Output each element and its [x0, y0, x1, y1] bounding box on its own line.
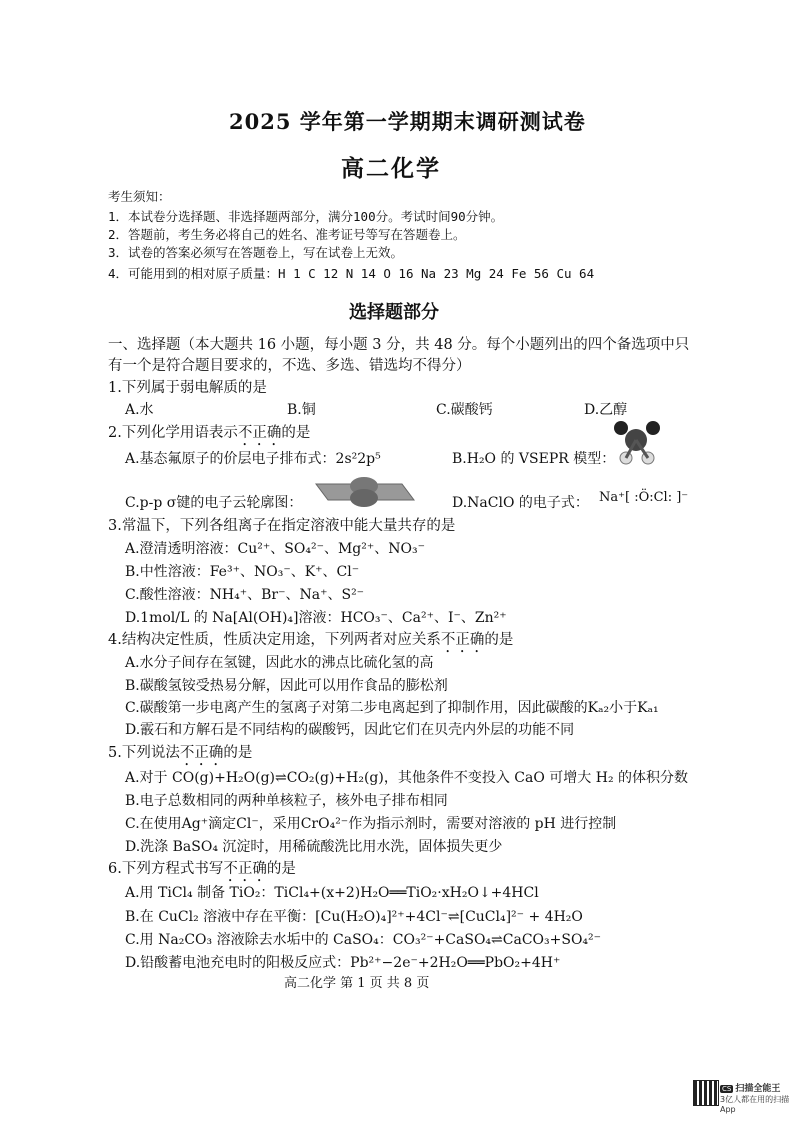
exam-title: 2025 学年第一学期期末调研测试卷 [229, 109, 586, 134]
section-intro: 一、选择题（本大题共 16 小题，每小题 3 分，共 48 分。每个小题列出的四个备选项中只 [108, 337, 690, 353]
note-item: 4．可能用到的相对原子质量：H 1 C 12 N 14 O 16 Na 23 Mg 24 Fe 56 Cu 64 [108, 266, 595, 281]
option-b: B.在 CuCl₂ 溶液中存在平衡：[Cu(H₂O)₄]²⁺+4Cl⁻⇌[CuCl₄]²⁻ + 4H₂O [125, 909, 583, 925]
option-b: B.碳酸氢铵受热易分解，因此可以用作食品的膨松剂 [125, 678, 448, 694]
question-stem: 5.下列说法不正确的是 [108, 745, 253, 761]
option-b: B.H₂O 的 VSEPR 模型： [452, 451, 616, 467]
note-item: 3．试卷的答案必须写在答题卷上，写在试卷上无效。 [108, 245, 404, 260]
option-b: B.电子总数相同的两种单核粒子，核外电子排布相同 [125, 793, 448, 809]
option-c: C.用 Na₂CO₃ 溶液除去水垢中的 CaSO₄：CO₃²⁻+CaSO₄⇌CaCO₃+SO₄²⁻ [125, 932, 602, 948]
note-item: 1．本试卷分选择题、非选择题两部分，满分100分。考试时间90分钟。 [108, 209, 504, 224]
option-d: D.1mol/L 的 Na[Al(OH)₄]溶液：HCO₃⁻、Ca²⁺、I⁻、Zn²⁺ [125, 610, 507, 626]
scanner-name: 扫描全能王 [735, 1084, 781, 1094]
option-d: D.NaClO 的电子式： [452, 495, 589, 511]
sigma-bond-image [314, 474, 418, 510]
scanner-tagline: 3亿人都在用的扫描App [720, 1095, 790, 1114]
option-c: C.在使用Ag⁺滴定Cl⁻，采用CrO₄²⁻作为指示剂时，需要对溶液的 pH 进行控制 [125, 816, 617, 832]
option-a: A.水 [125, 402, 154, 418]
option-a: A.基态氟原子的价层电子排布式：2s²2p⁵ [125, 451, 381, 467]
notes-heading: 考生须知： [108, 189, 171, 204]
section-intro: 有一个是符合题目要求的，不选、多选、错选均不得分） [108, 358, 471, 374]
option-a: A.对于 CO(g)+H₂O(g)⇌CO₂(g)+H₂(g)，其他条件不变投入 CaO 可增大 H₂ 的体积分数 [125, 770, 689, 786]
option-a: A.水分子间存在氢键，因此水的沸点比硫化氢的高 [125, 655, 434, 671]
question-stem: 1.下列属于弱电解质的是 [108, 380, 267, 396]
option-d: D.洗涤 BaSO₄ 沉淀时，用稀硫酸洗比用水洗，固体损失更少 [125, 839, 503, 855]
option-b: B.铜 [287, 402, 316, 418]
question-stem: 4.结构决定性质，性质决定用途，下列两者对应关系不正确的是 [108, 632, 514, 648]
option-c: C.p-p σ键的电子云轮廓图： [125, 495, 303, 511]
qr-code-icon [693, 1080, 719, 1106]
question-stem: 6.下列方程式书写不正确的是 [108, 861, 296, 877]
option-c: C.酸性溶液：NH₄⁺、Br⁻、Na⁺、S²⁻ [125, 587, 365, 603]
note-item: 2．答题前，考生务必将自己的姓名、准考证号等写在答题卷上。 [108, 227, 466, 242]
electron-formula: Na⁺[ :Ö:Cl: ]⁻ [599, 490, 689, 505]
option-d: D.霰石和方解石是不同结构的碳酸钙，因此它们在贝壳内外层的功能不同 [125, 722, 575, 738]
option-d: D.乙醇 [584, 402, 628, 418]
option-a: A.澄清透明溶液：Cu²⁺、SO₄²⁻、Mg²⁺、NO₃⁻ [125, 541, 426, 557]
scanner-badge: CS [722, 1085, 732, 1093]
page-footer: 高二化学 第 1 页 共 8 页 [284, 976, 430, 991]
option-b: B.中性溶液：Fe³⁺、NO₃⁻、K⁺、Cl⁻ [125, 564, 360, 580]
vsepr-model-image [608, 418, 664, 468]
section-title: 选择题部分 [349, 302, 439, 323]
question-stem: 3.常温下，下列各组离子在指定溶液中能大量共存的是 [108, 518, 456, 534]
option-d: D.铅酸蓄电池充电时的阳极反应式：Pb²⁺−2e⁻+2H₂O══PbO₂+4H⁺ [125, 955, 561, 971]
exam-subject: 高二化学 [341, 155, 441, 182]
option-a: A.用 TiCl₄ 制备 TiO₂：TiCl₄+(x+2)H₂O══TiO₂·xH₂O↓+4HCl [125, 885, 539, 901]
scanner-watermark [720, 1081, 794, 1114]
option-c: C.碳酸钙 [436, 402, 493, 418]
question-stem: 2.下列化学用语表示不正确的是 [108, 425, 311, 441]
option-c: C.碳酸第一步电离产生的氢离子对第二步电离起到了抑制作用，因此碳酸的Kₐ₂小于Kₐ₁ [125, 700, 659, 716]
